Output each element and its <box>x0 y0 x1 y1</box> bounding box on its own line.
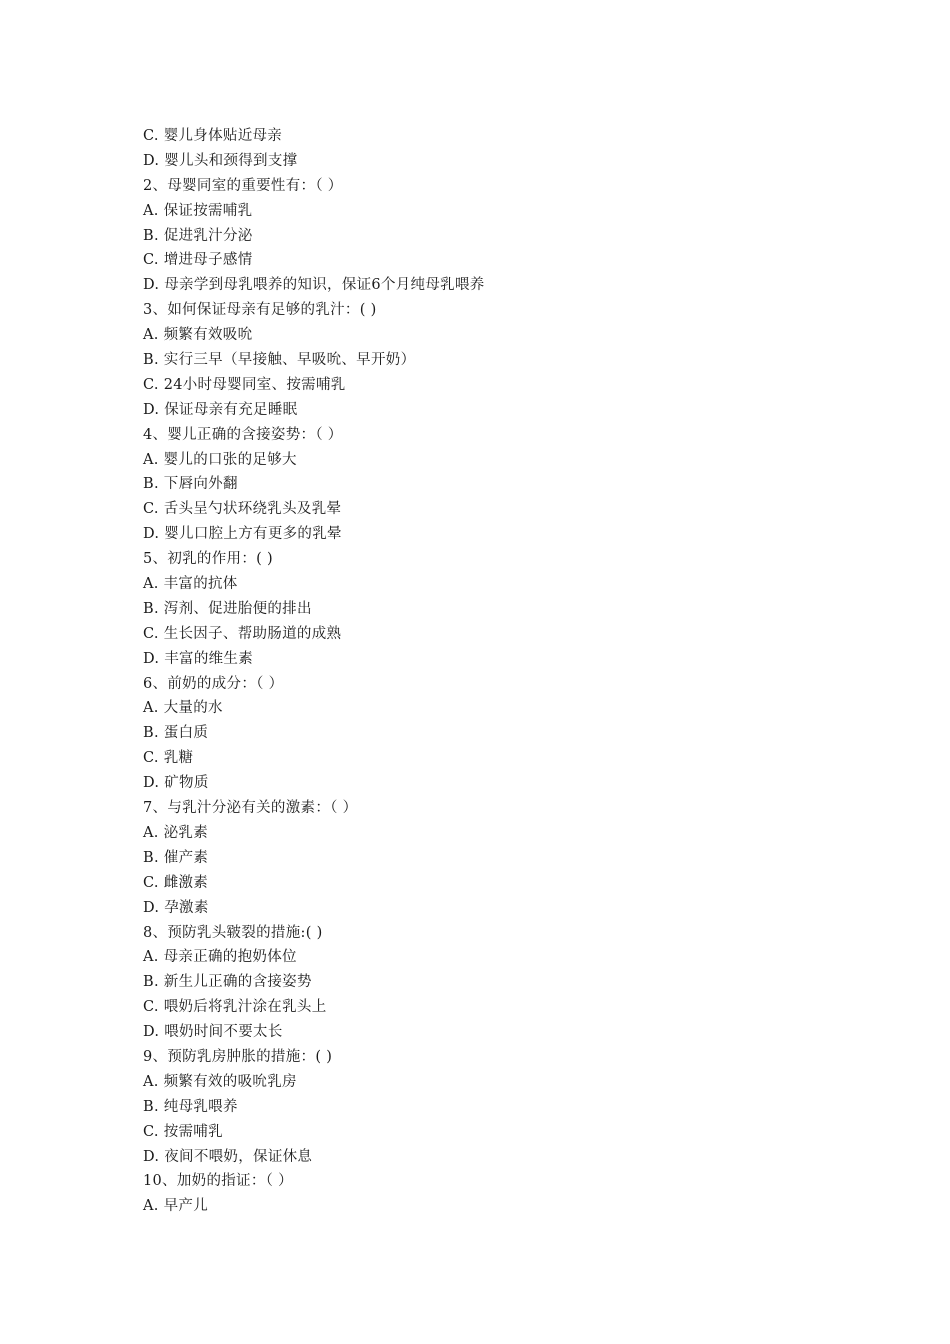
option-line: D. 矿物质 <box>143 775 209 792</box>
option-line: C. 增进母子感情 <box>143 252 253 269</box>
option-line: A. 大量的水 <box>143 700 223 717</box>
option-line: B. 催产素 <box>143 849 209 866</box>
question-line: 5、初乳的作用：( ) <box>143 551 273 568</box>
option-line: B. 纯母乳喂养 <box>143 1098 238 1115</box>
option-line: D. 夜间不喂奶，保证休息 <box>143 1148 313 1165</box>
option-line: C. 24小时母婴同室、按需哺乳 <box>143 376 346 393</box>
question-line: 2、母婴同室的重要性有：（ ） <box>143 177 343 194</box>
option-line: A. 保证按需哺乳 <box>143 202 253 219</box>
option-line: C. 舌头呈勺状环绕乳头及乳晕 <box>143 501 342 518</box>
option-line: C. 按需哺乳 <box>143 1123 223 1140</box>
option-line: A. 泌乳素 <box>143 824 208 841</box>
option-line: C. 雌激素 <box>143 874 209 891</box>
option-line: D. 母亲学到母乳喂养的知识，保证6个月纯母乳喂养 <box>143 277 485 294</box>
option-line: A. 母亲正确的抱奶体位 <box>143 949 297 966</box>
question-line: 9、预防乳房肿胀的措施：( ) <box>143 1048 333 1065</box>
question-line: 7、与乳汁分泌有关的激素：（ ） <box>143 800 358 817</box>
option-line: B. 下唇向外翻 <box>143 476 238 493</box>
option-line: C. 乳糖 <box>143 750 194 767</box>
option-line: D. 丰富的维生素 <box>143 650 254 667</box>
option-line: A. 频繁有效吸吮 <box>143 327 253 344</box>
option-line: B. 蛋白质 <box>143 725 209 742</box>
option-line: D. 保证母亲有充足睡眠 <box>143 401 298 418</box>
option-line: D. 喂奶时间不要太长 <box>143 1024 283 1041</box>
option-line: A. 频繁有效的吸吮乳房 <box>143 1073 297 1090</box>
option-line: A. 丰富的抗体 <box>143 576 238 593</box>
option-line: C. 生长因子、帮助肠道的成熟 <box>143 625 342 642</box>
option-line: D. 孕激素 <box>143 899 209 916</box>
option-line: C. 喂奶后将乳汁涂在乳头上 <box>143 999 327 1016</box>
question-line: 8、预防乳头皲裂的措施:( ) <box>143 924 323 941</box>
option-line: A. 早产儿 <box>143 1198 208 1215</box>
question-line: 3、如何保证母亲有足够的乳汁：( ) <box>143 302 377 319</box>
question-list <box>143 124 485 1219</box>
option-line: B. 泻剂、促进胎便的排出 <box>143 600 312 617</box>
question-line: 6、前奶的成分：（ ） <box>143 675 284 692</box>
option-line: B. 促进乳汁分泌 <box>143 227 253 244</box>
option-line: B. 实行三早（早接触、早吸吮、早开奶） <box>143 352 416 369</box>
option-line: D. 婴儿头和颈得到支撑 <box>143 152 298 169</box>
option-line: D. 婴儿口腔上方有更多的乳晕 <box>143 526 342 543</box>
option-line: B. 新生儿正确的含接姿势 <box>143 974 312 991</box>
option-line: C. 婴儿身体贴近母亲 <box>143 128 283 144</box>
question-line: 4、婴儿正确的含接姿势：（ ） <box>143 426 343 443</box>
question-line: 10、加奶的指证：（ ） <box>143 1173 293 1190</box>
option-line: A. 婴儿的口张的足够大 <box>143 451 297 468</box>
